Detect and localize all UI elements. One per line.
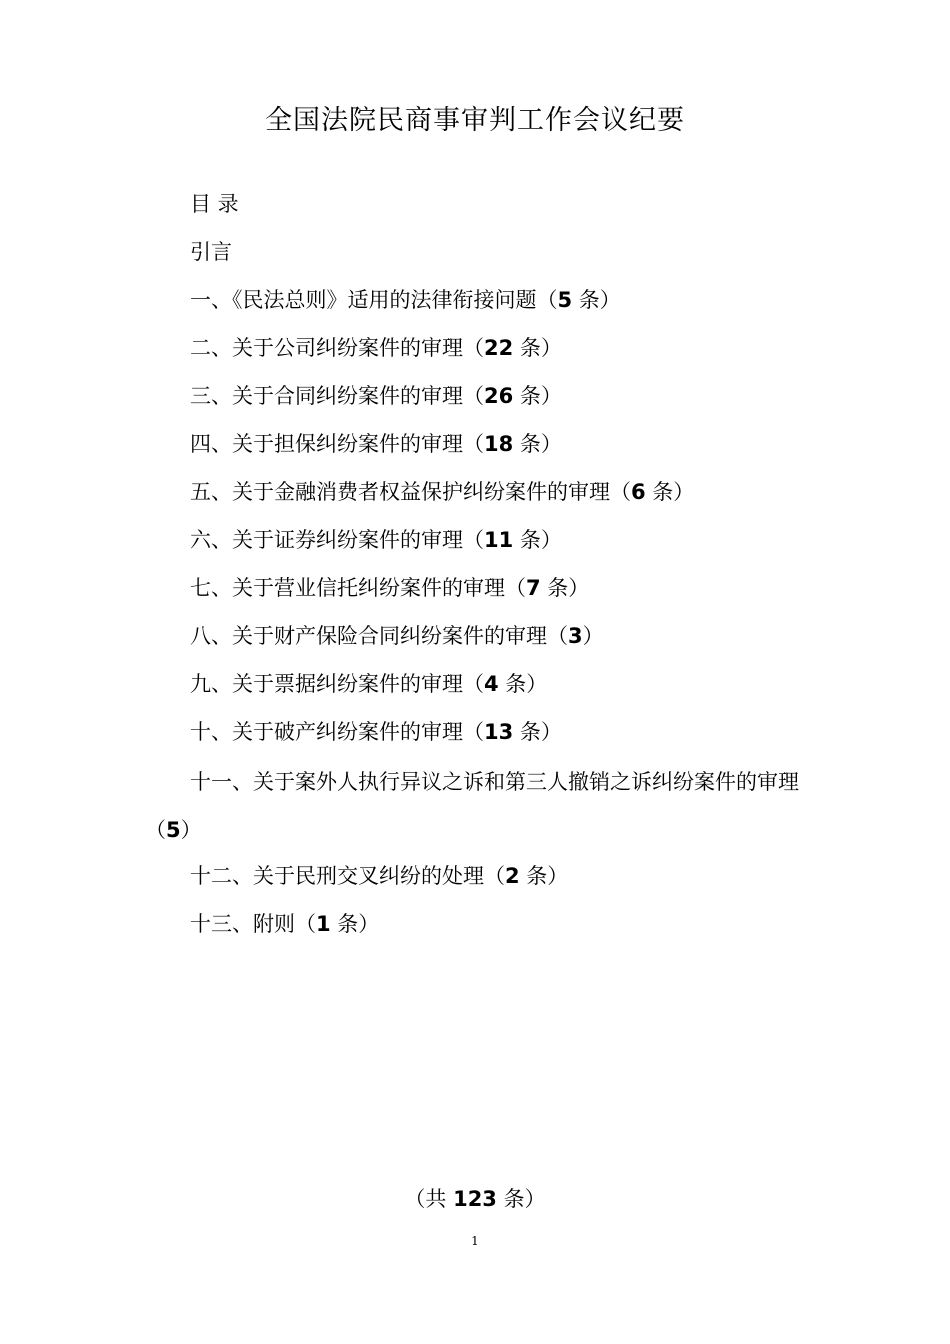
toc-item-text: 十、关于破产纠纷案件的审理（ xyxy=(190,720,484,744)
toc-item xyxy=(145,758,815,854)
toc-item-suffix: 条） xyxy=(513,720,562,744)
toc-item-suffix: 条） xyxy=(513,432,562,456)
toc-item-text: 十三、附则（ xyxy=(190,912,316,936)
toc-item xyxy=(190,573,589,603)
toc-item-count: 2 xyxy=(505,864,520,888)
total-suffix: 条） xyxy=(496,1187,546,1211)
total-number: 123 xyxy=(453,1187,497,1211)
toc-item xyxy=(190,717,562,747)
toc-item-text: 九、关于票据纠纷案件的审理（ xyxy=(190,672,484,696)
toc-item-suffix: 条） xyxy=(513,384,562,408)
toc-item xyxy=(190,669,547,699)
toc-item-count: 7 xyxy=(526,576,541,600)
toc-item-count: 22 xyxy=(484,336,514,360)
toc-intro: 引言 xyxy=(190,240,232,264)
toc-item-count: 5 xyxy=(557,288,573,312)
toc-item-count: 13 xyxy=(484,720,514,744)
toc-item xyxy=(190,525,562,555)
toc-item-text: 五、关于金融消费者权益保护纠纷案件的审理（ xyxy=(190,480,631,504)
toc-item xyxy=(190,861,568,891)
toc-item-text: 四、关于担保纠纷案件的审理（ xyxy=(190,432,484,456)
document-title: 全国法院民商事审判工作会议纪要 xyxy=(265,105,685,136)
toc-item-count: 18 xyxy=(484,432,514,456)
toc-item xyxy=(190,285,621,315)
toc-item-count: 26 xyxy=(484,384,514,408)
toc-item-suffix: ） xyxy=(180,818,202,842)
toc-item-count: 11 xyxy=(484,528,514,552)
toc-item-count: 6 xyxy=(631,480,646,504)
toc-item xyxy=(190,621,604,651)
total-count xyxy=(0,1183,950,1213)
toc-item-count: 3 xyxy=(568,624,583,648)
toc-item-text: 六、关于证券纠纷案件的审理（ xyxy=(190,528,484,552)
toc-item-suffix: 条） xyxy=(513,528,562,552)
toc-item xyxy=(190,333,562,363)
toc-item-suffix: 条） xyxy=(572,288,621,312)
toc-item-count: 5 xyxy=(166,818,181,842)
toc-item-suffix: 条） xyxy=(330,912,380,936)
total-prefix: （共 xyxy=(404,1187,454,1211)
toc-item xyxy=(190,477,694,507)
toc-item-count: 4 xyxy=(484,672,499,696)
toc-item-text: 二、关于公司纠纷案件的审理（ xyxy=(190,336,484,360)
toc-item-text: 十二、关于民刑交叉纠纷的处理（ xyxy=(190,864,505,888)
toc-item-text: 八、关于财产保险合同纠纷案件的审理（ xyxy=(190,624,568,648)
toc-item-text: 三、关于合同纠纷案件的审理（ xyxy=(190,384,484,408)
toc-item-suffix: 条） xyxy=(513,336,562,360)
toc-item-text: 一、《民法总则》适用的法律衔接问题（ xyxy=(190,288,558,312)
toc-item-count: 1 xyxy=(316,912,331,936)
toc-item xyxy=(190,381,562,411)
toc-item xyxy=(190,429,562,459)
toc-item-suffix: ） xyxy=(582,624,604,648)
toc-item-text: 十一、关于案外人执行异议之诉和第三人撤销之诉纠纷案件的审理（ xyxy=(145,770,799,842)
toc-item-suffix: 条） xyxy=(540,576,590,600)
toc-item-suffix: 条） xyxy=(645,480,695,504)
page-number: 1 xyxy=(471,1234,479,1248)
toc-item xyxy=(190,909,379,939)
toc-heading: 目 录 xyxy=(190,192,239,216)
toc-item-text: 七、关于营业信托纠纷案件的审理（ xyxy=(190,576,526,600)
toc-item-suffix: 条） xyxy=(519,864,569,888)
toc-item-suffix: 条） xyxy=(498,672,548,696)
